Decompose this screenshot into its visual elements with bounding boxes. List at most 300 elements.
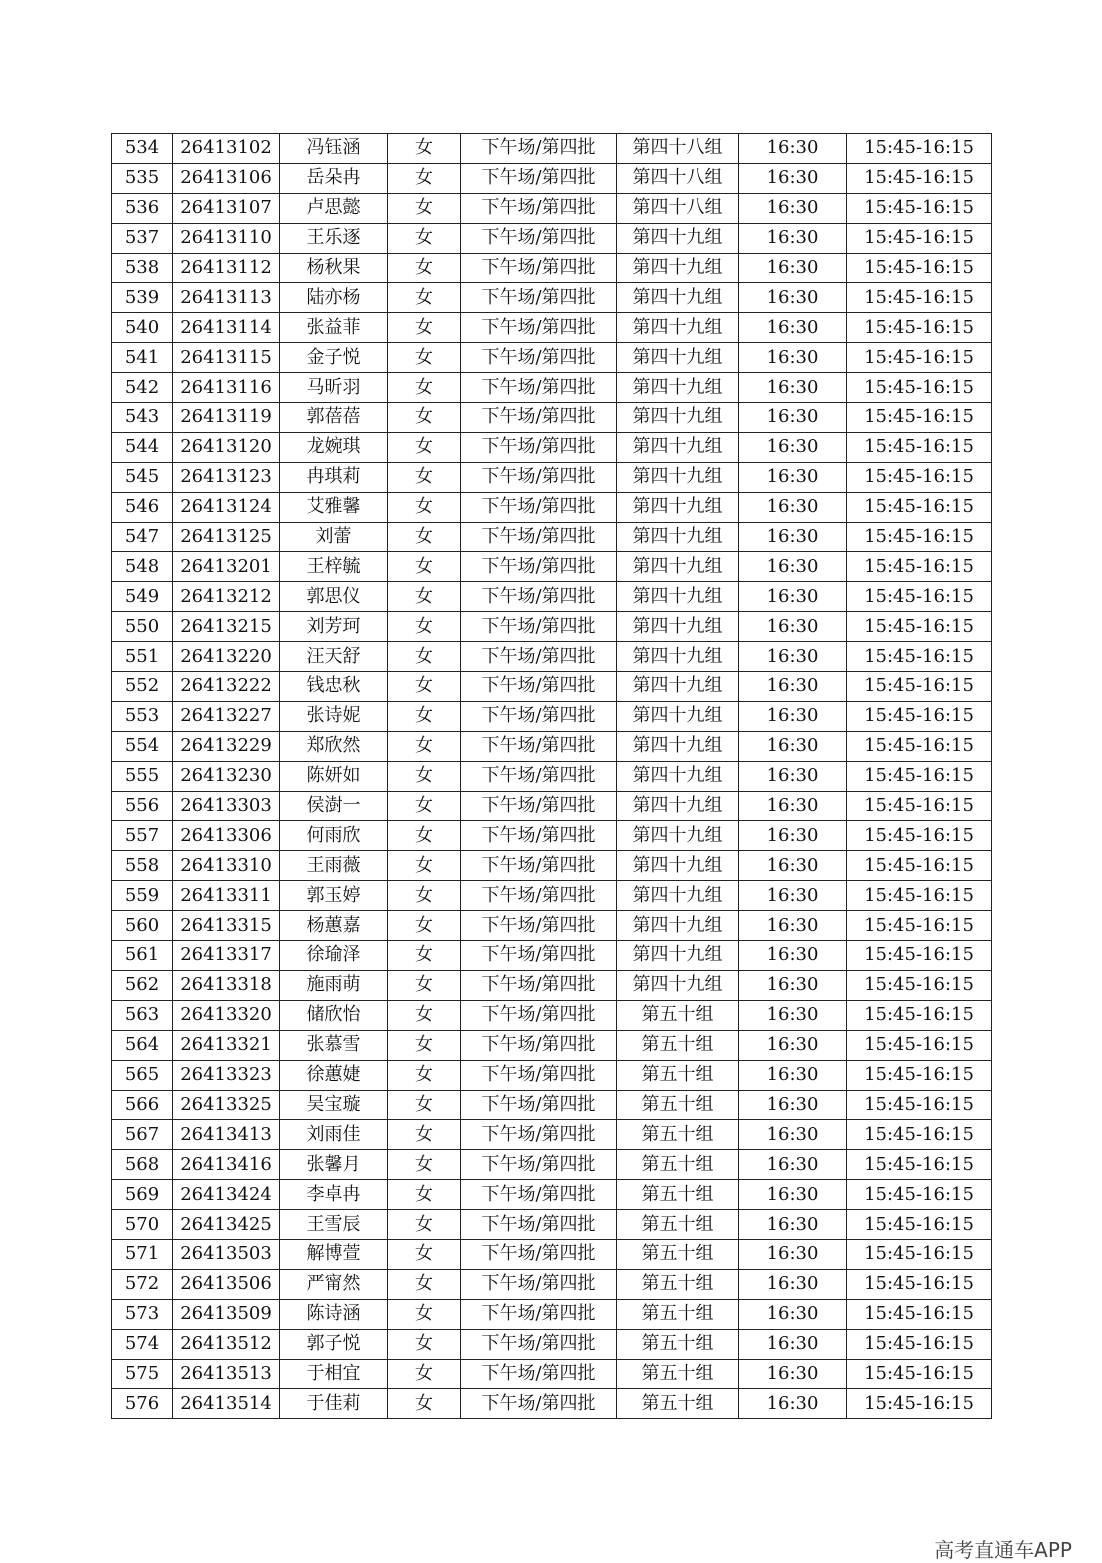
exam-id-cell: 26413413 bbox=[173, 1120, 280, 1150]
window-cell: 15:45-16:15 bbox=[847, 612, 992, 642]
session-cell: 下午场/第四批 bbox=[461, 1299, 617, 1329]
group-cell: 第四十九组 bbox=[617, 253, 739, 283]
time-cell: 16:30 bbox=[739, 552, 847, 582]
seq-cell: 576 bbox=[112, 1389, 173, 1419]
window-cell: 15:45-16:15 bbox=[847, 313, 992, 343]
session-cell: 下午场/第四批 bbox=[461, 851, 617, 881]
exam-id-cell: 26413102 bbox=[173, 134, 280, 164]
table-row bbox=[112, 941, 992, 971]
time-cell: 16:30 bbox=[739, 1060, 847, 1090]
group-cell: 第五十组 bbox=[617, 1299, 739, 1329]
session-cell: 下午场/第四批 bbox=[461, 791, 617, 821]
session-cell: 下午场/第四批 bbox=[461, 403, 617, 433]
name-cell: 汪天舒 bbox=[280, 642, 388, 672]
table-row bbox=[112, 1150, 992, 1180]
session-cell: 下午场/第四批 bbox=[461, 642, 617, 672]
name-cell: 杨秋果 bbox=[280, 253, 388, 283]
time-cell: 16:30 bbox=[739, 821, 847, 851]
table-row bbox=[112, 1329, 992, 1359]
name-cell: 卢思懿 bbox=[280, 193, 388, 223]
gender-cell: 女 bbox=[388, 1389, 461, 1419]
seq-cell: 569 bbox=[112, 1180, 173, 1210]
group-cell: 第四十九组 bbox=[617, 492, 739, 522]
exam-id-cell: 26413514 bbox=[173, 1389, 280, 1419]
exam-id-cell: 26413124 bbox=[173, 492, 280, 522]
time-cell: 16:30 bbox=[739, 1090, 847, 1120]
group-cell: 第四十九组 bbox=[617, 970, 739, 1000]
table-row bbox=[112, 1000, 992, 1030]
seq-cell: 535 bbox=[112, 163, 173, 193]
group-cell: 第四十九组 bbox=[617, 522, 739, 552]
window-cell: 15:45-16:15 bbox=[847, 1150, 992, 1180]
group-cell: 第四十九组 bbox=[617, 791, 739, 821]
group-cell: 第四十九组 bbox=[617, 403, 739, 433]
time-cell: 16:30 bbox=[739, 1180, 847, 1210]
gender-cell: 女 bbox=[388, 701, 461, 731]
gender-cell: 女 bbox=[388, 1299, 461, 1329]
window-cell: 15:45-16:15 bbox=[847, 193, 992, 223]
seq-cell: 570 bbox=[112, 1210, 173, 1240]
gender-cell: 女 bbox=[388, 1060, 461, 1090]
time-cell: 16:30 bbox=[739, 731, 847, 761]
table-row bbox=[112, 970, 992, 1000]
seq-cell: 548 bbox=[112, 552, 173, 582]
exam-id-cell: 26413325 bbox=[173, 1090, 280, 1120]
group-cell: 第四十九组 bbox=[617, 642, 739, 672]
name-cell: 金子悦 bbox=[280, 343, 388, 373]
table-row bbox=[112, 582, 992, 612]
name-cell: 刘芳珂 bbox=[280, 612, 388, 642]
session-cell: 下午场/第四批 bbox=[461, 373, 617, 403]
group-cell: 第五十组 bbox=[617, 1329, 739, 1359]
table-row bbox=[112, 1180, 992, 1210]
window-cell: 15:45-16:15 bbox=[847, 1180, 992, 1210]
table-row bbox=[112, 1299, 992, 1329]
time-cell: 16:30 bbox=[739, 134, 847, 164]
window-cell: 15:45-16:15 bbox=[847, 1239, 992, 1269]
seq-cell: 547 bbox=[112, 522, 173, 552]
exam-id-cell: 26413303 bbox=[173, 791, 280, 821]
session-cell: 下午场/第四批 bbox=[461, 163, 617, 193]
name-cell: 郭思仪 bbox=[280, 582, 388, 612]
exam-id-cell: 26413116 bbox=[173, 373, 280, 403]
exam-id-cell: 26413320 bbox=[173, 1000, 280, 1030]
window-cell: 15:45-16:15 bbox=[847, 283, 992, 313]
name-cell: 艾雅馨 bbox=[280, 492, 388, 522]
seq-cell: 541 bbox=[112, 343, 173, 373]
gender-cell: 女 bbox=[388, 1329, 461, 1359]
window-cell: 15:45-16:15 bbox=[847, 253, 992, 283]
group-cell: 第四十九组 bbox=[617, 283, 739, 313]
table-row bbox=[112, 911, 992, 941]
exam-id-cell: 26413120 bbox=[173, 432, 280, 462]
time-cell: 16:30 bbox=[739, 492, 847, 522]
table-row bbox=[112, 163, 992, 193]
window-cell: 15:45-16:15 bbox=[847, 1210, 992, 1240]
session-cell: 下午场/第四批 bbox=[461, 1090, 617, 1120]
table-row bbox=[112, 761, 992, 791]
name-cell: 解博萱 bbox=[280, 1239, 388, 1269]
time-cell: 16:30 bbox=[739, 1389, 847, 1419]
seq-cell: 549 bbox=[112, 582, 173, 612]
time-cell: 16:30 bbox=[739, 462, 847, 492]
time-cell: 16:30 bbox=[739, 881, 847, 911]
window-cell: 15:45-16:15 bbox=[847, 492, 992, 522]
window-cell: 15:45-16:15 bbox=[847, 522, 992, 552]
name-cell: 杨蕙嘉 bbox=[280, 911, 388, 941]
name-cell: 陆亦杨 bbox=[280, 283, 388, 313]
gender-cell: 女 bbox=[388, 462, 461, 492]
exam-id-cell: 26413506 bbox=[173, 1269, 280, 1299]
table-row bbox=[112, 373, 992, 403]
exam-id-cell: 26413323 bbox=[173, 1060, 280, 1090]
seq-cell: 552 bbox=[112, 672, 173, 702]
group-cell: 第五十组 bbox=[617, 1120, 739, 1150]
group-cell: 第五十组 bbox=[617, 1030, 739, 1060]
time-cell: 16:30 bbox=[739, 1239, 847, 1269]
name-cell: 郭玉婷 bbox=[280, 881, 388, 911]
seq-cell: 565 bbox=[112, 1060, 173, 1090]
table-row bbox=[112, 403, 992, 433]
session-cell: 下午场/第四批 bbox=[461, 1239, 617, 1269]
exam-id-cell: 26413119 bbox=[173, 403, 280, 433]
time-cell: 16:30 bbox=[739, 791, 847, 821]
group-cell: 第五十组 bbox=[617, 1389, 739, 1419]
group-cell: 第五十组 bbox=[617, 1359, 739, 1389]
group-cell: 第四十八组 bbox=[617, 134, 739, 164]
window-cell: 15:45-16:15 bbox=[847, 373, 992, 403]
session-cell: 下午场/第四批 bbox=[461, 1329, 617, 1359]
seq-cell: 551 bbox=[112, 642, 173, 672]
gender-cell: 女 bbox=[388, 941, 461, 971]
seq-cell: 563 bbox=[112, 1000, 173, 1030]
seq-cell: 560 bbox=[112, 911, 173, 941]
name-cell: 王雪辰 bbox=[280, 1210, 388, 1240]
gender-cell: 女 bbox=[388, 1090, 461, 1120]
table-row bbox=[112, 642, 992, 672]
time-cell: 16:30 bbox=[739, 642, 847, 672]
time-cell: 16:30 bbox=[739, 1210, 847, 1240]
table-row bbox=[112, 313, 992, 343]
exam-id-cell: 26413220 bbox=[173, 642, 280, 672]
session-cell: 下午场/第四批 bbox=[461, 701, 617, 731]
name-cell: 徐蕙婕 bbox=[280, 1060, 388, 1090]
group-cell: 第四十九组 bbox=[617, 552, 739, 582]
group-cell: 第四十九组 bbox=[617, 821, 739, 851]
gender-cell: 女 bbox=[388, 432, 461, 462]
name-cell: 马昕羽 bbox=[280, 373, 388, 403]
table-row bbox=[112, 1359, 992, 1389]
group-cell: 第五十组 bbox=[617, 1239, 739, 1269]
time-cell: 16:30 bbox=[739, 253, 847, 283]
table-row bbox=[112, 522, 992, 552]
time-cell: 16:30 bbox=[739, 1030, 847, 1060]
exam-id-cell: 26413201 bbox=[173, 552, 280, 582]
table-row bbox=[112, 851, 992, 881]
exam-id-cell: 26413106 bbox=[173, 163, 280, 193]
session-cell: 下午场/第四批 bbox=[461, 881, 617, 911]
seq-cell: 556 bbox=[112, 791, 173, 821]
time-cell: 16:30 bbox=[739, 911, 847, 941]
group-cell: 第五十组 bbox=[617, 1269, 739, 1299]
name-cell: 施雨萌 bbox=[280, 970, 388, 1000]
time-cell: 16:30 bbox=[739, 1359, 847, 1389]
table-row bbox=[112, 672, 992, 702]
time-cell: 16:30 bbox=[739, 1150, 847, 1180]
group-cell: 第五十组 bbox=[617, 1090, 739, 1120]
table-row bbox=[112, 134, 992, 164]
exam-id-cell: 26413110 bbox=[173, 223, 280, 253]
exam-id-cell: 26413425 bbox=[173, 1210, 280, 1240]
session-cell: 下午场/第四批 bbox=[461, 1359, 617, 1389]
seq-cell: 550 bbox=[112, 612, 173, 642]
time-cell: 16:30 bbox=[739, 970, 847, 1000]
group-cell: 第四十八组 bbox=[617, 163, 739, 193]
window-cell: 15:45-16:15 bbox=[847, 1329, 992, 1359]
session-cell: 下午场/第四批 bbox=[461, 223, 617, 253]
gender-cell: 女 bbox=[388, 163, 461, 193]
seq-cell: 568 bbox=[112, 1150, 173, 1180]
exam-id-cell: 26413115 bbox=[173, 343, 280, 373]
time-cell: 16:30 bbox=[739, 1329, 847, 1359]
gender-cell: 女 bbox=[388, 582, 461, 612]
exam-id-cell: 26413509 bbox=[173, 1299, 280, 1329]
gender-cell: 女 bbox=[388, 373, 461, 403]
time-cell: 16:30 bbox=[739, 283, 847, 313]
group-cell: 第四十九组 bbox=[617, 432, 739, 462]
exam-id-cell: 26413310 bbox=[173, 851, 280, 881]
seq-cell: 574 bbox=[112, 1329, 173, 1359]
gender-cell: 女 bbox=[388, 492, 461, 522]
exam-id-cell: 26413512 bbox=[173, 1329, 280, 1359]
group-cell: 第四十九组 bbox=[617, 851, 739, 881]
exam-id-cell: 26413125 bbox=[173, 522, 280, 552]
gender-cell: 女 bbox=[388, 612, 461, 642]
seq-cell: 561 bbox=[112, 941, 173, 971]
name-cell: 郭子悦 bbox=[280, 1329, 388, 1359]
table-row bbox=[112, 193, 992, 223]
time-cell: 16:30 bbox=[739, 193, 847, 223]
table-row bbox=[112, 462, 992, 492]
seq-cell: 564 bbox=[112, 1030, 173, 1060]
time-cell: 16:30 bbox=[739, 941, 847, 971]
exam-id-cell: 26413215 bbox=[173, 612, 280, 642]
session-cell: 下午场/第四批 bbox=[461, 761, 617, 791]
gender-cell: 女 bbox=[388, 1210, 461, 1240]
name-cell: 张馨月 bbox=[280, 1150, 388, 1180]
window-cell: 15:45-16:15 bbox=[847, 163, 992, 193]
name-cell: 王梓毓 bbox=[280, 552, 388, 582]
name-cell: 岳朵冉 bbox=[280, 163, 388, 193]
window-cell: 15:45-16:15 bbox=[847, 223, 992, 253]
window-cell: 15:45-16:15 bbox=[847, 731, 992, 761]
seq-cell: 536 bbox=[112, 193, 173, 223]
gender-cell: 女 bbox=[388, 672, 461, 702]
exam-id-cell: 26413123 bbox=[173, 462, 280, 492]
name-cell: 王乐逐 bbox=[280, 223, 388, 253]
time-cell: 16:30 bbox=[739, 672, 847, 702]
roster-body bbox=[112, 134, 992, 1419]
seq-cell: 542 bbox=[112, 373, 173, 403]
name-cell: 徐瑜泽 bbox=[280, 941, 388, 971]
time-cell: 16:30 bbox=[739, 612, 847, 642]
window-cell: 15:45-16:15 bbox=[847, 1060, 992, 1090]
table-row bbox=[112, 612, 992, 642]
name-cell: 陈诗涵 bbox=[280, 1299, 388, 1329]
gender-cell: 女 bbox=[388, 1180, 461, 1210]
gender-cell: 女 bbox=[388, 403, 461, 433]
session-cell: 下午场/第四批 bbox=[461, 1150, 617, 1180]
table-row bbox=[112, 1030, 992, 1060]
gender-cell: 女 bbox=[388, 761, 461, 791]
window-cell: 15:45-16:15 bbox=[847, 1359, 992, 1389]
session-cell: 下午场/第四批 bbox=[461, 970, 617, 1000]
name-cell: 郭蓓蓓 bbox=[280, 403, 388, 433]
window-cell: 15:45-16:15 bbox=[847, 403, 992, 433]
gender-cell: 女 bbox=[388, 1150, 461, 1180]
gender-cell: 女 bbox=[388, 791, 461, 821]
seq-cell: 540 bbox=[112, 313, 173, 343]
session-cell: 下午场/第四批 bbox=[461, 1120, 617, 1150]
exam-id-cell: 26413318 bbox=[173, 970, 280, 1000]
session-cell: 下午场/第四批 bbox=[461, 582, 617, 612]
group-cell: 第四十九组 bbox=[617, 672, 739, 702]
exam-id-cell: 26413503 bbox=[173, 1239, 280, 1269]
window-cell: 15:45-16:15 bbox=[847, 672, 992, 702]
table-row bbox=[112, 821, 992, 851]
table-row bbox=[112, 731, 992, 761]
seq-cell: 553 bbox=[112, 701, 173, 731]
group-cell: 第四十八组 bbox=[617, 193, 739, 223]
window-cell: 15:45-16:15 bbox=[847, 1389, 992, 1419]
group-cell: 第四十九组 bbox=[617, 612, 739, 642]
name-cell: 于相宜 bbox=[280, 1359, 388, 1389]
window-cell: 15:45-16:15 bbox=[847, 701, 992, 731]
window-cell: 15:45-16:15 bbox=[847, 970, 992, 1000]
gender-cell: 女 bbox=[388, 1030, 461, 1060]
window-cell: 15:45-16:15 bbox=[847, 911, 992, 941]
table-row bbox=[112, 701, 992, 731]
session-cell: 下午场/第四批 bbox=[461, 193, 617, 223]
time-cell: 16:30 bbox=[739, 582, 847, 612]
gender-cell: 女 bbox=[388, 911, 461, 941]
session-cell: 下午场/第四批 bbox=[461, 911, 617, 941]
gender-cell: 女 bbox=[388, 1000, 461, 1030]
window-cell: 15:45-16:15 bbox=[847, 1000, 992, 1030]
session-cell: 下午场/第四批 bbox=[461, 552, 617, 582]
window-cell: 15:45-16:15 bbox=[847, 881, 992, 911]
gender-cell: 女 bbox=[388, 1269, 461, 1299]
seq-cell: 557 bbox=[112, 821, 173, 851]
time-cell: 16:30 bbox=[739, 701, 847, 731]
seq-cell: 545 bbox=[112, 462, 173, 492]
session-cell: 下午场/第四批 bbox=[461, 672, 617, 702]
table-row bbox=[112, 492, 992, 522]
seq-cell: 544 bbox=[112, 432, 173, 462]
time-cell: 16:30 bbox=[739, 1000, 847, 1030]
session-cell: 下午场/第四批 bbox=[461, 492, 617, 522]
seq-cell: 575 bbox=[112, 1359, 173, 1389]
table-row bbox=[112, 1090, 992, 1120]
name-cell: 何雨欣 bbox=[280, 821, 388, 851]
time-cell: 16:30 bbox=[739, 761, 847, 791]
window-cell: 15:45-16:15 bbox=[847, 462, 992, 492]
name-cell: 冯钰涵 bbox=[280, 134, 388, 164]
group-cell: 第四十九组 bbox=[617, 881, 739, 911]
seq-cell: 572 bbox=[112, 1269, 173, 1299]
time-cell: 16:30 bbox=[739, 851, 847, 881]
session-cell: 下午场/第四批 bbox=[461, 1210, 617, 1240]
seq-cell: 559 bbox=[112, 881, 173, 911]
name-cell: 李卓冉 bbox=[280, 1180, 388, 1210]
group-cell: 第五十组 bbox=[617, 1210, 739, 1240]
time-cell: 16:30 bbox=[739, 522, 847, 552]
session-cell: 下午场/第四批 bbox=[461, 821, 617, 851]
exam-id-cell: 26413306 bbox=[173, 821, 280, 851]
name-cell: 张诗妮 bbox=[280, 701, 388, 731]
exam-id-cell: 26413416 bbox=[173, 1150, 280, 1180]
time-cell: 16:30 bbox=[739, 373, 847, 403]
session-cell: 下午场/第四批 bbox=[461, 1030, 617, 1060]
name-cell: 王雨薇 bbox=[280, 851, 388, 881]
group-cell: 第四十九组 bbox=[617, 941, 739, 971]
group-cell: 第五十组 bbox=[617, 1000, 739, 1030]
seq-cell: 538 bbox=[112, 253, 173, 283]
group-cell: 第四十九组 bbox=[617, 462, 739, 492]
gender-cell: 女 bbox=[388, 253, 461, 283]
group-cell: 第四十九组 bbox=[617, 731, 739, 761]
window-cell: 15:45-16:15 bbox=[847, 1030, 992, 1060]
table-row bbox=[112, 432, 992, 462]
exam-id-cell: 26413311 bbox=[173, 881, 280, 911]
session-cell: 下午场/第四批 bbox=[461, 1060, 617, 1090]
seq-cell: 567 bbox=[112, 1120, 173, 1150]
exam-id-cell: 26413227 bbox=[173, 701, 280, 731]
gender-cell: 女 bbox=[388, 851, 461, 881]
roster-table bbox=[111, 133, 992, 1419]
time-cell: 16:30 bbox=[739, 1299, 847, 1329]
session-cell: 下午场/第四批 bbox=[461, 1269, 617, 1299]
exam-id-cell: 26413229 bbox=[173, 731, 280, 761]
table-row bbox=[112, 223, 992, 253]
table-row bbox=[112, 253, 992, 283]
table-row bbox=[112, 1239, 992, 1269]
exam-id-cell: 26413113 bbox=[173, 283, 280, 313]
group-cell: 第五十组 bbox=[617, 1150, 739, 1180]
gender-cell: 女 bbox=[388, 134, 461, 164]
gender-cell: 女 bbox=[388, 313, 461, 343]
gender-cell: 女 bbox=[388, 283, 461, 313]
session-cell: 下午场/第四批 bbox=[461, 1000, 617, 1030]
gender-cell: 女 bbox=[388, 552, 461, 582]
name-cell: 于佳莉 bbox=[280, 1389, 388, 1419]
session-cell: 下午场/第四批 bbox=[461, 283, 617, 313]
table-row bbox=[112, 283, 992, 313]
name-cell: 严甯然 bbox=[280, 1269, 388, 1299]
seq-cell: 543 bbox=[112, 403, 173, 433]
name-cell: 刘蕾 bbox=[280, 522, 388, 552]
session-cell: 下午场/第四批 bbox=[461, 462, 617, 492]
group-cell: 第四十九组 bbox=[617, 761, 739, 791]
exam-id-cell: 26413321 bbox=[173, 1030, 280, 1060]
gender-cell: 女 bbox=[388, 881, 461, 911]
session-cell: 下午场/第四批 bbox=[461, 1389, 617, 1419]
name-cell: 郑欣然 bbox=[280, 731, 388, 761]
gender-cell: 女 bbox=[388, 642, 461, 672]
group-cell: 第四十九组 bbox=[617, 373, 739, 403]
seq-cell: 537 bbox=[112, 223, 173, 253]
window-cell: 15:45-16:15 bbox=[847, 552, 992, 582]
